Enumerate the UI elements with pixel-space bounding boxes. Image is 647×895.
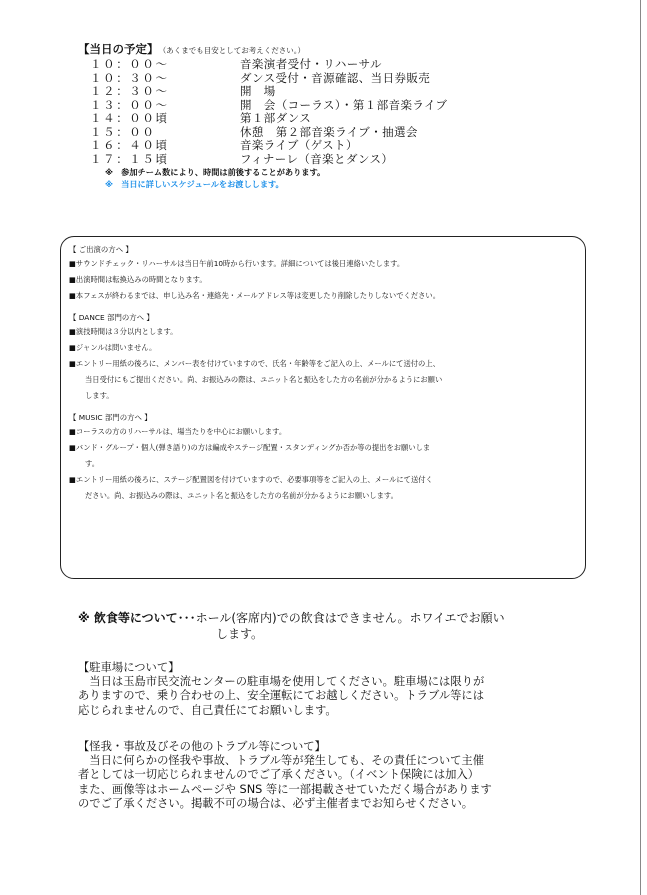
- dance-line: ■演技時間は３分以内とします。: [69, 327, 178, 337]
- schedule-row: [78, 99, 578, 113]
- food-text: ･･･ホール(客席内)での飲食はできません。ホワイエでお願い: [177, 611, 505, 625]
- schedule-event: 音楽演者受付・リハーサル: [240, 57, 382, 71]
- performers-line: ■出演時間は転換込みの時間となります。: [69, 274, 207, 284]
- schedule-section: [78, 42, 578, 190]
- schedule-note-details: ※ 当日に詳しいスケジュールをお渡しします。: [105, 179, 284, 189]
- schedule-time: １４：００頃: [90, 111, 169, 125]
- trouble-line: また、画像等はホームページや SNS 等に一部掲載させていただく場合があります: [78, 782, 492, 796]
- dance-line: します。: [85, 390, 114, 400]
- schedule-time: １５：００: [90, 124, 156, 139]
- dance-line: ■エントリー用紙の後ろに、メンバー表を付けていますので、氏名・年齢等をご記入の上、メールにて送付の上、: [69, 358, 440, 368]
- food-heading: ※ 飲食等について: [78, 611, 178, 625]
- schedule-time: １０：００～: [90, 57, 169, 71]
- schedule-event: フィナーレ（音楽とダンス）: [240, 151, 394, 166]
- music-line: ■エントリー用紙の後ろに、ステージ配置図を付けていますので、必要事項等をご記入の上、メールにて送付く: [69, 474, 433, 484]
- schedule-time: １３：００～: [90, 97, 169, 112]
- schedule-event: 休憩 第２部音楽ライブ・抽選会: [240, 124, 418, 139]
- schedule-heading: [78, 42, 578, 58]
- music-line: ■バンド・グループ・個人(弾き語り)の方は編成やステージ配置・スタンディングか否か等の提出をお願いしま: [69, 443, 431, 453]
- music-line: す。: [85, 458, 100, 468]
- schedule-event: 開 会（コーラス）・第１部音楽ライブ: [240, 97, 448, 112]
- music-title: 【 MUSIC 部門の方へ 】: [69, 413, 152, 423]
- schedule-row: [78, 126, 578, 140]
- schedule-row: [78, 72, 578, 86]
- parking-section: [78, 661, 583, 718]
- parking-line: 応じられませんので、自己責任にてお願いします。: [78, 703, 337, 717]
- dance-title: 【 DANCE 部門の方へ 】: [69, 313, 154, 323]
- music-line: ■コーラスの方のリハーサルは、場当たりを中心にお願いします。: [69, 427, 287, 437]
- schedule-time: １０：３０～: [90, 70, 169, 85]
- schedule-row: [78, 85, 578, 99]
- schedule-event: ダンス受付・音源確認、当日券販売: [240, 70, 431, 85]
- schedule-note-timing: ※ 参加チーム数により、時間は前後することがあります。: [105, 167, 326, 177]
- schedule-event: 音楽ライブ（ゲスト）: [240, 138, 358, 152]
- schedule-row: [78, 112, 578, 126]
- page-edge-divider: [640, 0, 641, 895]
- schedule-heading-title: 【当日の予定】: [78, 42, 159, 56]
- trouble-section: [78, 740, 583, 811]
- parking-line: 当日は玉島市民交流センターの駐車場を使用してください。駐車場には限りが: [78, 675, 485, 689]
- schedule-time: １７：１５頃: [90, 151, 169, 166]
- parking-heading: 【駐車場について】: [78, 661, 180, 674]
- food-section: [78, 610, 578, 642]
- schedule-event: 第１部ダンス: [240, 111, 312, 125]
- schedule-row: [78, 58, 578, 72]
- schedule-heading-note: （あくまでも目安としてお考えください。）: [162, 46, 305, 55]
- schedule-row: [78, 153, 578, 167]
- dance-line: ■ジャンルは問いません。: [69, 343, 157, 353]
- schedule-event: 開 場: [240, 84, 276, 98]
- schedule-time: １６：４０頃: [90, 138, 169, 152]
- schedule-row: [78, 139, 578, 153]
- dance-line: 当日受付にもご提出ください。尚、お振込みの際は、ユニット名と振込をした方の名前が分かるようにお願い: [85, 374, 443, 384]
- trouble-line: 当日に何らかの怪我や事故、トラブル等が発生しても、その責任について主催: [78, 754, 485, 768]
- performers-line: ■サウンドチェック・リハーサルは当日午前10時から行います。詳細については後日連絡いたします。: [69, 259, 405, 268]
- trouble-heading: 【怪我・事故及びその他のトラブル等について】: [78, 740, 326, 753]
- performers-title: 【 ご出演の方へ 】: [69, 245, 133, 254]
- performers-line: ■本フェスが終わるまでは、申し込み名・連絡先・メールアドレス等は変更したり削除したりしないでください。: [69, 290, 441, 300]
- schedule-time: １２：３０～: [90, 84, 169, 98]
- performer-notice-box: [60, 236, 586, 579]
- parking-line: ありますので、乗り合わせの上、安全運転にてお越しください。トラブル等には: [78, 689, 485, 703]
- trouble-line: 者としては一切応じられませんのでご了承ください。（イベント保険には加入）: [78, 768, 480, 782]
- trouble-line: のでご了承ください。掲載不可の場合は、必ず主催者までお知らせください。: [78, 796, 474, 810]
- food-text-cont: します。: [216, 627, 264, 641]
- music-line: ださい。尚、お振込みの際は、ユニット名と振込をした方の名前が分かるようにお願いします。: [85, 490, 398, 500]
